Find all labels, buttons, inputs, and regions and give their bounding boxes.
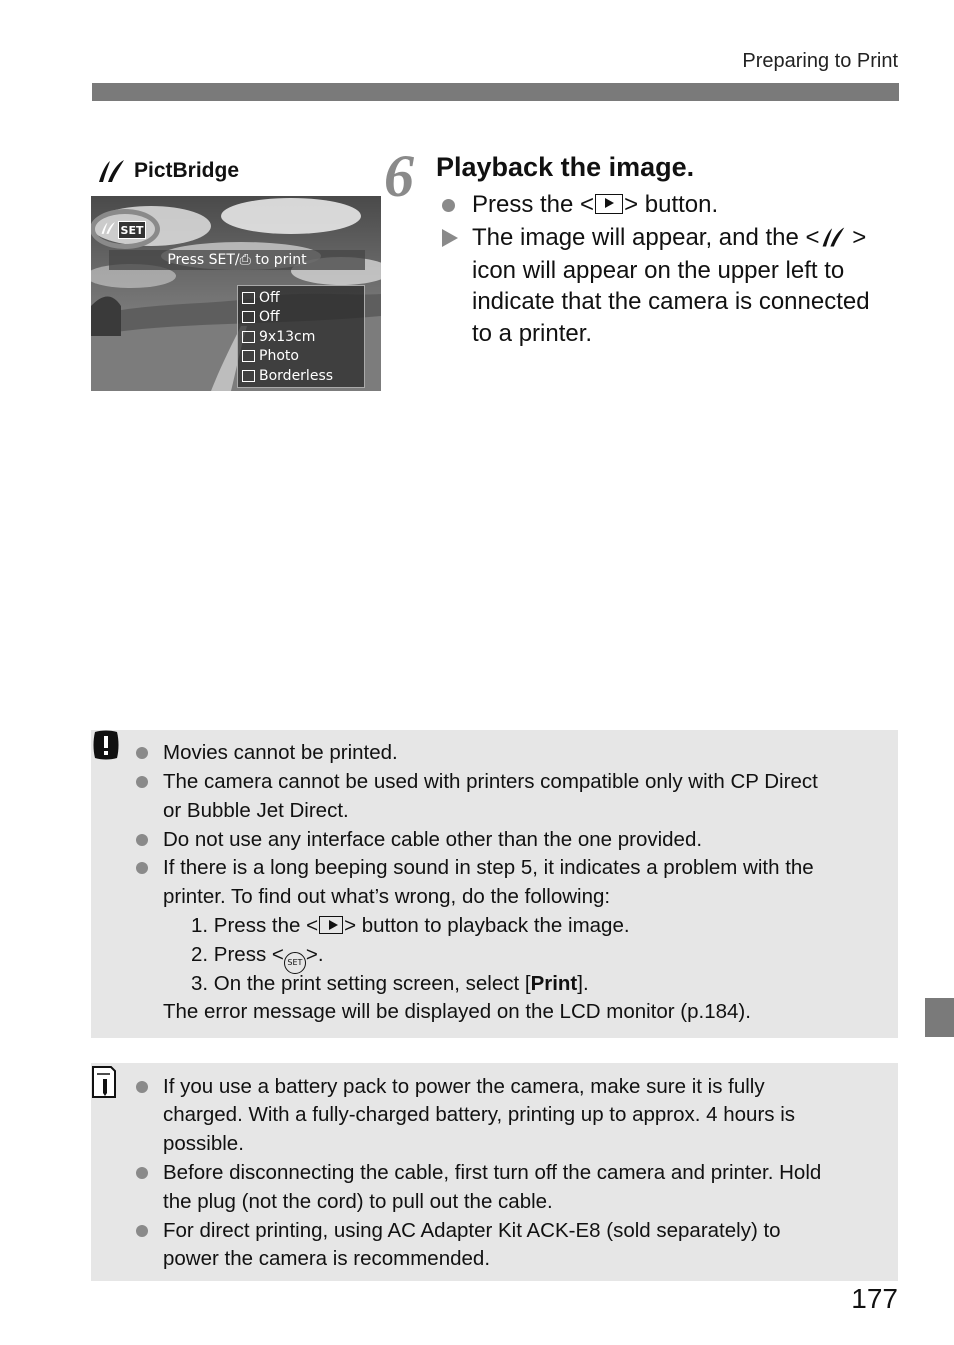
pictbridge-icon bbox=[96, 158, 126, 184]
note-box bbox=[91, 1063, 898, 1281]
setting-row: Off bbox=[242, 288, 360, 308]
caution-item-cont: printer. To find out what’s wrong, do the following: bbox=[163, 885, 611, 908]
bullet-dot bbox=[136, 747, 148, 759]
playback-button-icon bbox=[319, 916, 343, 934]
pictbridge-icon bbox=[100, 220, 116, 236]
note-item: If you use a battery pack to power the camera, make sure it is fully bbox=[163, 1072, 878, 1101]
bullet-dot bbox=[136, 862, 148, 874]
note-item-cont: possible. bbox=[163, 1132, 244, 1155]
setting-row: 9x13cm bbox=[242, 327, 360, 347]
section-title: Preparing to Print bbox=[742, 50, 898, 72]
date-icon bbox=[242, 311, 255, 323]
caution-closing: The error message will be displayed on the LCD monitor (p.184). bbox=[163, 1000, 751, 1023]
caution-substep: 3. On the print setting screen, select [Print]. bbox=[191, 972, 589, 995]
step-result: The image will appear, and the < > bbox=[442, 222, 866, 254]
page-number: 177 bbox=[851, 1283, 898, 1314]
step-number: 6 bbox=[384, 143, 414, 209]
caution-item: If there is a long beeping sound in step 5, it indicates a problem with the bbox=[163, 853, 878, 882]
header-bar bbox=[92, 83, 899, 101]
note-icon bbox=[91, 1065, 117, 1099]
step-title: Playback the image. bbox=[436, 152, 695, 182]
step-result-line: to a printer. bbox=[472, 320, 593, 347]
setting-row: Off bbox=[242, 308, 360, 328]
note-item-cont: charged. With a fully-charged battery, printing up to approx. 4 hours is bbox=[163, 1103, 796, 1126]
setting-row: Borderless bbox=[242, 366, 360, 386]
caution-item: Movies cannot be printed. bbox=[163, 738, 878, 767]
bullet-dot bbox=[442, 199, 455, 212]
bullet-dot bbox=[136, 1167, 148, 1179]
effects-icon bbox=[242, 292, 255, 304]
note-item: Before disconnecting the cable, first turn off the camera and printer. Hold bbox=[163, 1158, 878, 1187]
press-set-prompt: Press SET/⎙ to print bbox=[109, 250, 365, 270]
note-item-cont: power the camera is recommended. bbox=[163, 1247, 491, 1270]
step-bullet: Press the < > button. bbox=[442, 189, 718, 221]
setting-row: Photo bbox=[242, 347, 360, 367]
caution-box bbox=[91, 730, 898, 1038]
layout-icon bbox=[242, 370, 255, 382]
caution-substep: 1. Press the < > button to playback the image. bbox=[191, 914, 630, 937]
caution-icon bbox=[91, 730, 121, 760]
bullet-dot bbox=[136, 776, 148, 788]
caution-item: The camera cannot be used with printers compatible only with CP Direct bbox=[163, 767, 878, 796]
pictbridge-label-text: PictBridge bbox=[134, 159, 240, 182]
note-item: For direct printing, using AC Adapter Kit ACK-E8 (sold separately) to bbox=[163, 1216, 878, 1245]
chapter-tab bbox=[925, 998, 954, 1037]
note-item-cont: the plug (not the cord) to pull out the cable. bbox=[163, 1190, 553, 1213]
print-settings-list bbox=[237, 285, 365, 388]
pictbridge-icon bbox=[820, 225, 846, 249]
caution-item: Do not use any interface cable other than the one provided. bbox=[163, 825, 878, 854]
caution-substep: 2. Press < SET >. bbox=[191, 940, 878, 974]
paper-size-icon bbox=[242, 331, 255, 343]
playback-button-icon bbox=[595, 194, 623, 214]
bullet-dot bbox=[136, 1081, 148, 1093]
paper-type-icon bbox=[242, 350, 255, 362]
step-result-line: icon will appear on the upper left to bbox=[472, 257, 845, 284]
result-arrow-icon bbox=[442, 229, 458, 247]
bullet-dot bbox=[136, 1225, 148, 1237]
set-badge: SET bbox=[118, 221, 146, 239]
caution-item-cont: or Bubble Jet Direct. bbox=[163, 799, 349, 822]
bullet-dot bbox=[136, 834, 148, 846]
step-result-line: indicate that the camera is connected bbox=[472, 288, 870, 315]
camera-lcd-screenshot bbox=[91, 196, 381, 391]
set-button-icon: SET bbox=[284, 952, 306, 974]
pictbridge-label bbox=[96, 158, 239, 184]
